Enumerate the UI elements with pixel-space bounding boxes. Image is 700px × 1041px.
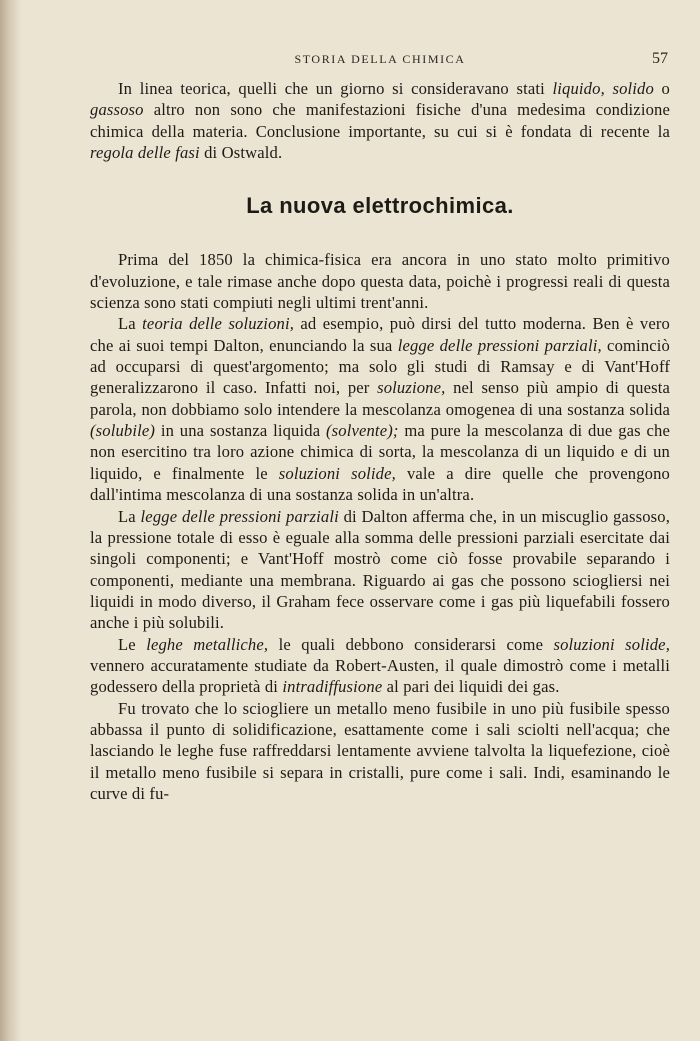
text-segment: Le (118, 634, 147, 654)
text-segment: in una sostanza liquida (155, 421, 326, 441)
italic-text-segment: intradiffusione (282, 677, 383, 697)
text-segment: vale a dire quelle che provengono dall'intima mescolanza di una sostanza solida in un'altra. (90, 463, 670, 505)
body-text (90, 78, 670, 804)
text-segment: ma pure la mescolanza di due gas che non esercitino tra loro azione chimica di sorta, la mescolanza di un liquido e di un liquido, e finalmente le (90, 421, 670, 483)
text-segment: Fu trovato che lo sciogliere un metallo meno fusibile in uno più fusibile spesso abbassa il punto di solidificazione, esattamente come i sali sciolti nell'acqua; che lasciando le leghe fuse raffreddarsi lentamente avviene talvolta la liquefezione, cioè il metallo meno fusibile si separa in cristalli, pure come i sali. Indi, esaminando le curve di fu- (90, 698, 670, 803)
italic-text-segment: soluzioni solide, (278, 463, 396, 483)
section-title: La nuova elettrochimica. (246, 193, 514, 219)
italic-text-segment: soluzione, (377, 378, 446, 398)
italic-text-segment: gassoso (90, 100, 144, 120)
text-segment: o (653, 79, 671, 98)
italic-text-segment: regola delle fasi (90, 143, 200, 163)
italic-text-segment: soluzioni solide, (553, 634, 670, 654)
text-segment: La (118, 506, 141, 526)
running-title: STORIA DELLA CHIMICA (294, 52, 466, 66)
text-segment: di Ostwald. (199, 143, 283, 163)
text-segment: le quali debbono considerarsi come (268, 634, 554, 654)
paragraph (90, 313, 670, 505)
text-segment: al pari dei liquidi dei gas. (382, 677, 560, 697)
text-segment: vennero accuratamente studiate da Robert-Austen, il quale dimostrò come i metalli godessero della proprietà di (90, 655, 670, 697)
text-segment: In linea teorica, quelli che un giorno si consideravano stati (118, 79, 553, 98)
italic-text-segment: leghe metalliche, (146, 634, 269, 654)
italic-text-segment: (solvente); (325, 421, 399, 441)
text-segment: di Dalton afferma che, in un miscuglio gassoso, la pressione totale di esso è eguale alla somma delle pressioni parziali esercitate dai singoli componenti; e Vant'Hoff mostrò come ciò fosse provabile separando i componenti, mediante una membrana. Riguardo ai gas che possono sciogliersi nei liquidi in modo diverso, il Graham fece osservare come i gas più liquefabili fossero anche i più solubili. (90, 506, 670, 633)
italic-text-segment: teoria delle soluzioni, (142, 314, 295, 334)
text-segment: ad esempio, può dirsi del tutto moderna. Ben è vero che ai suoi tempi Dalton, enunciando la sua (90, 314, 670, 355)
paragraph (90, 78, 670, 163)
book-page (90, 0, 670, 1041)
text-segment: altro non sono che manifestazioni fisiche d'una medesima condizione chimica della materia. Conclusione importante, su cui si è fondata di recente la (90, 100, 670, 141)
italic-text-segment: (solubile) (90, 421, 156, 441)
text-segment: cominciò ad occuparsi di quest'argomento; ma solo gli studi di Ramsay e di Vant'Hoff generalizzarono il caso. Infatti noi, per (90, 335, 671, 398)
paragraph (90, 249, 670, 313)
page-number: 57 (652, 50, 668, 67)
italic-text-segment: legge delle pressioni parziali (140, 506, 339, 526)
text-segment: Prima del 1850 la chimica-fisica era ancora in uno stato molto primitivo d'evoluzione, e tale rimase anche dopo questa data, poichè i progressi reali di questa scienza sono stati compiuti negli ultimi trent'anni. (90, 250, 670, 313)
paragraph (90, 506, 670, 634)
running-head (90, 52, 670, 72)
text-segment: La (118, 314, 143, 334)
book-gutter-shadow (0, 0, 22, 1041)
text-segment: nel senso più ampio di questa parola, non dobbiamo solo intendere la mescolanza omogenea di una sostanza solida (90, 378, 670, 419)
italic-text-segment: liquido, solido (552, 79, 654, 98)
paragraph (90, 634, 670, 698)
paragraph (90, 698, 670, 805)
italic-text-segment: legge delle pressioni parziali, (397, 335, 602, 355)
